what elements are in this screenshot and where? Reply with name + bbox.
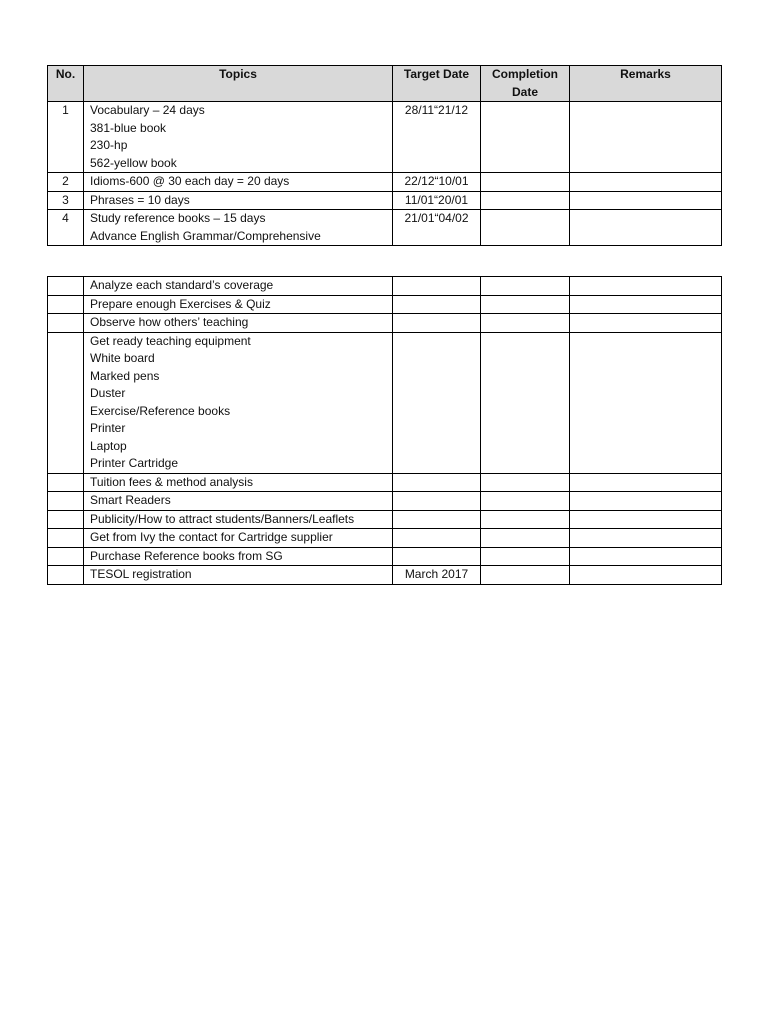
table-row (48, 332, 722, 473)
header-completion-date: Completion Date (481, 66, 570, 102)
table-row (48, 510, 722, 529)
row-number (48, 510, 84, 529)
remarks-cell (570, 473, 722, 492)
completion-date-cell (481, 566, 570, 585)
remarks-cell (570, 332, 722, 473)
topic-line: Laptop (90, 438, 127, 453)
remarks-cell (570, 173, 722, 192)
row-number (48, 547, 84, 566)
completion-date-cell (481, 191, 570, 210)
header-no: No. (48, 66, 84, 102)
topic-line: 381-blue book (90, 120, 167, 135)
target-date-cell (393, 277, 481, 296)
header-target-date: Target Date (393, 66, 481, 102)
target-date-cell: 28/11“21/12 (393, 102, 481, 173)
completion-date-cell (481, 210, 570, 246)
row-number (48, 473, 84, 492)
remarks-cell (570, 566, 722, 585)
topic-line: Study reference books – 15 days (90, 211, 266, 225)
topic-line: Advance English Grammar/Comprehensive (90, 228, 321, 243)
target-date-cell (393, 492, 481, 511)
topic-line: Exercise/Reference books (90, 403, 231, 418)
topic-cell (84, 191, 393, 210)
remarks-cell (570, 547, 722, 566)
remarks-cell (570, 191, 722, 210)
completion-date-cell (481, 295, 570, 314)
completion-date-cell (481, 510, 570, 529)
header-topics: Topics (84, 66, 393, 102)
topic-line: Marked pens (90, 368, 160, 383)
completion-date-cell (481, 492, 570, 511)
topic-line: Tuition fees & method analysis (90, 474, 253, 489)
table-row (48, 473, 722, 492)
row-number (48, 295, 84, 314)
table-row (48, 277, 722, 296)
target-date-cell: 11/01“20/01 (393, 191, 481, 210)
topic-line: Purchase Reference books from SG (90, 548, 283, 563)
table-row (48, 314, 722, 333)
topic-line: Phrases = 10 days (90, 192, 190, 207)
completion-date-cell (481, 332, 570, 473)
target-date-cell: March 2017 (393, 566, 481, 585)
topic-cell (84, 173, 393, 192)
row-number (48, 314, 84, 333)
target-date-cell: 21/01“04/02 (393, 210, 481, 246)
remarks-cell (570, 210, 722, 246)
topic-cell (84, 332, 393, 473)
target-date-cell (393, 473, 481, 492)
topic-line: Printer Cartridge (90, 456, 179, 470)
table-row (48, 492, 722, 511)
topic-line: White board (90, 351, 155, 365)
topic-line: Idioms-600 @ 30 each day = 20 days (90, 174, 290, 188)
remarks-cell (570, 102, 722, 173)
remarks-cell (570, 295, 722, 314)
table-row (48, 566, 722, 585)
remarks-cell (570, 492, 722, 511)
topic-cell (84, 529, 393, 548)
topic-cell (84, 510, 393, 529)
topic-line: Vocabulary – 24 days (90, 103, 205, 117)
row-number (48, 566, 84, 585)
completion-date-cell (481, 314, 570, 333)
topic-line: Get ready teaching equipment (90, 333, 251, 348)
row-number: 3 (48, 191, 84, 210)
table-row (48, 191, 722, 210)
topic-line: Get from Ivy the contact for Cartridge supplier (90, 530, 333, 544)
target-date-cell (393, 510, 481, 529)
table-row (48, 102, 722, 173)
header-remarks: Remarks (570, 66, 722, 102)
row-number (48, 492, 84, 511)
table-row (48, 173, 722, 192)
topic-line: Publicity/How to attract students/Banners/Leaflets (90, 511, 355, 526)
row-number: 2 (48, 173, 84, 192)
target-date-cell (393, 314, 481, 333)
topic-cell (84, 492, 393, 511)
topic-line: Observe how others’ teaching (90, 315, 249, 329)
topic-line: Duster (90, 386, 126, 400)
completion-date-cell (481, 173, 570, 192)
completion-date-cell (481, 547, 570, 566)
task-checklist-table (47, 276, 722, 585)
topic-cell (84, 547, 393, 566)
study-plan-table (47, 65, 722, 246)
remarks-cell (570, 529, 722, 548)
topic-line: Smart Readers (90, 493, 171, 507)
header-row (48, 66, 722, 102)
topic-line: 562-yellow book (90, 155, 177, 170)
target-date-cell: 22/12“10/01 (393, 173, 481, 192)
table-row (48, 210, 722, 246)
table-row (48, 295, 722, 314)
topic-line: Analyze each standard’s coverage (90, 278, 274, 292)
target-date-cell (393, 332, 481, 473)
row-number (48, 529, 84, 548)
completion-date-cell (481, 473, 570, 492)
remarks-cell (570, 510, 722, 529)
topic-cell (84, 566, 393, 585)
topic-cell (84, 473, 393, 492)
completion-date-cell (481, 277, 570, 296)
remarks-cell (570, 277, 722, 296)
completion-date-cell (481, 529, 570, 548)
table-row (48, 547, 722, 566)
completion-date-cell (481, 102, 570, 173)
topic-line: 230-hp (90, 138, 128, 152)
topic-line: Prepare enough Exercises & Quiz (90, 296, 271, 311)
row-number: 1 (48, 102, 84, 173)
target-date-cell (393, 529, 481, 548)
row-number (48, 277, 84, 296)
topic-cell (84, 277, 393, 296)
topic-line: TESOL registration (90, 567, 192, 581)
remarks-cell (570, 314, 722, 333)
table-row (48, 529, 722, 548)
topic-cell (84, 314, 393, 333)
target-date-cell (393, 547, 481, 566)
topic-cell (84, 102, 393, 173)
row-number (48, 332, 84, 473)
target-date-cell (393, 295, 481, 314)
topic-cell (84, 295, 393, 314)
topic-cell (84, 210, 393, 246)
row-number: 4 (48, 210, 84, 246)
topic-line: Printer (90, 421, 126, 435)
